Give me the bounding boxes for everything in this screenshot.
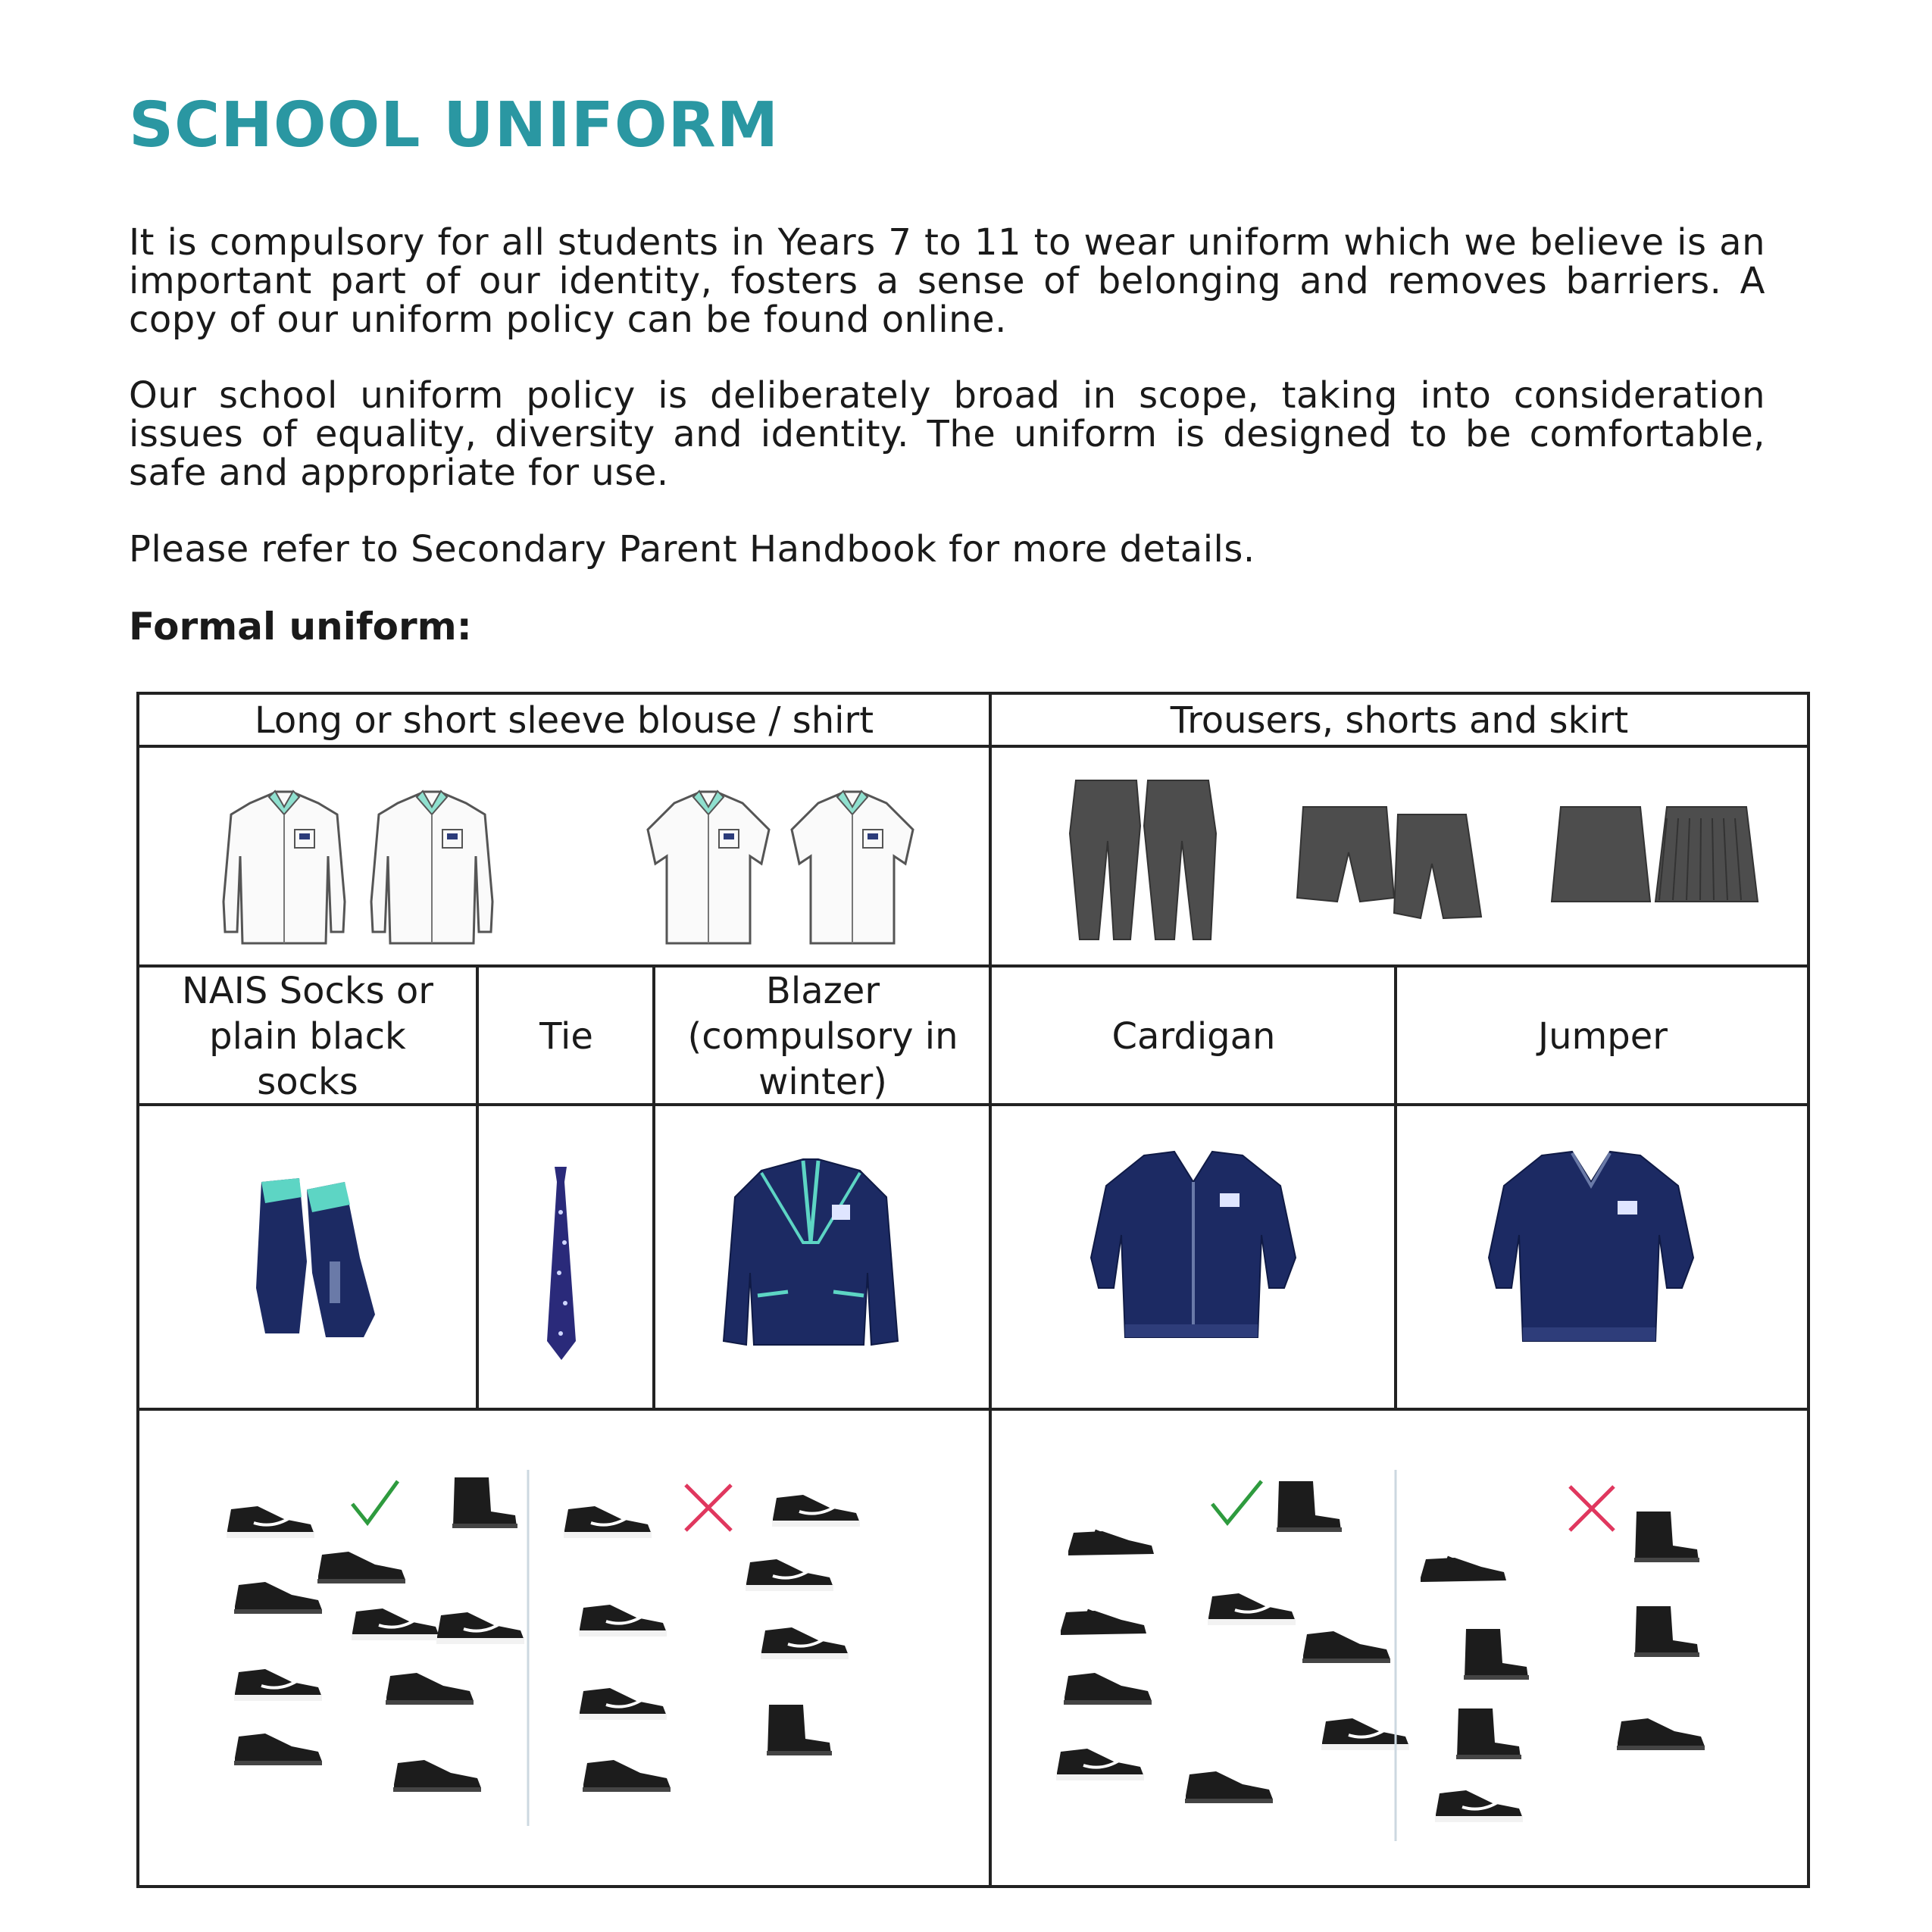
header-bottoms: Trousers, shorts and skirt <box>1170 699 1629 742</box>
header-jumper: Jumper <box>1537 1014 1668 1058</box>
header-blazer: Blazer (compulsory in winter) <box>687 969 958 1103</box>
cross-icon <box>686 1485 731 1530</box>
acceptable-shoes-right <box>1056 1481 1409 1803</box>
acceptable-shoes-left <box>227 1477 524 1792</box>
handbook-paragraph: Please refer to Secondary Parent Handbook for more details. <box>129 528 1255 571</box>
header-shirts: Long or short sleeve blouse / shirt <box>254 699 874 742</box>
check-icon <box>1212 1481 1261 1523</box>
formal-uniform-heading: Formal uniform: <box>129 605 472 649</box>
intro-paragraph: It is compulsory for all students in Years 7 to 11 to wear uniform which we believe is an important part of our identity, fosters a sense of belonging and removes barriers. A copy of our uniform policy can be found online. <box>129 221 1765 341</box>
not-acceptable-shoes-left <box>564 1495 860 1792</box>
check-icon <box>352 1481 398 1523</box>
cross-icon <box>1570 1487 1614 1530</box>
header-socks: NAIS Socks or plain black socks <box>181 969 433 1103</box>
header-tie: Tie <box>539 1014 593 1058</box>
page-title: SCHOOL UNIFORM <box>129 89 780 161</box>
header-cardigan: Cardigan <box>1111 1014 1276 1058</box>
not-acceptable-shoes-right <box>1421 1512 1705 1822</box>
policy-paragraph: Our school uniform policy is deliberately broad in scope, taking into consideration issues of equality, diversity and identity. The uniform is designed to be comfortable, safe and appropriate for use. <box>129 374 1765 494</box>
